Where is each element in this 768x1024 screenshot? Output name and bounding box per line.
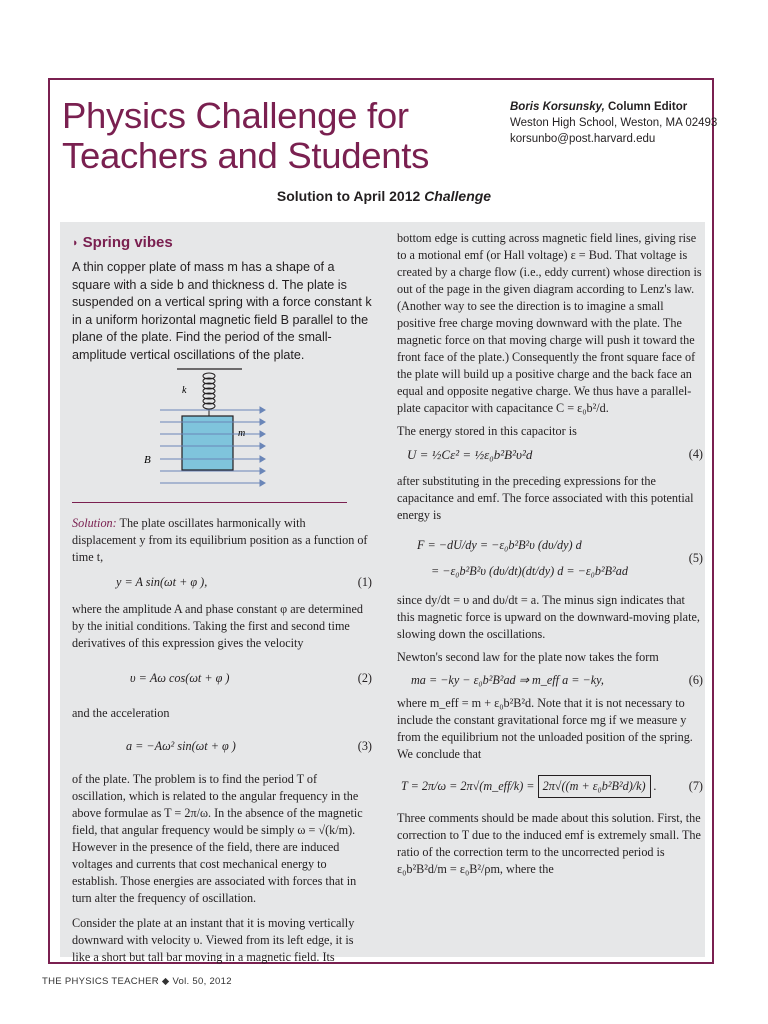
equation-line: F = −dU/dy = −ε₀b²B²υ (dυ/dy) d [417,538,582,552]
solution-paragraph: The plate oscillates harmonically with displacement y from its equilibrium position as a function of time t, [72,516,368,564]
equation-3 [72,738,372,755]
problem-title: Spring vibes [82,234,173,251]
diamond-icon: ◆ [161,976,170,987]
editor-email[interactable]: korsunbo@post.harvard.edu [510,133,656,145]
solution-paragraph: after substituting in the preceding expressions for the capacitance and emf. The force associated with this potential energy is [397,474,694,522]
equation-number: (3) [357,739,372,753]
solution-paragraph: of the plate. The problem is to find the period T of oscillation, which is related to the angular frequency in the above formulae as T = 2π/ω. In the absence of the magnetic field, that angular frequency would be simply ω = √(k/m). However in the presence of the field, there are induced voltages and currents that cost mechanical energy to establish. Those energies are associated with forces that in turn alter the frequency of oscillation. [72,772,363,905]
spring-plate-diagram [72,366,372,501]
equation-body: ma = −ky − ε₀b²B²ad ⇒ m_eff a = −ky, [411,673,604,687]
equation-4 [397,446,703,463]
equation-body: U = ½Cε² = ½ε₀b²B²υ²d [407,447,533,462]
boxed-result: 2π√((m + ε₀b²B²d)/k) [538,775,651,798]
solution-paragraph: Three comments should be made about this solution. First, the correction to T due to the induced emf is extremely small. The ratio of the correction term to the uncorrected period is ε₀b²B²d/m = ε₀B²/ρm, where the [397,811,701,876]
equation-number: (4) [688,447,703,461]
left-column [72,230,372,501]
section-subtitle [0,188,768,204]
equation-number: (1) [357,575,372,589]
solution-paragraph: where the amplitude A and phase constant φ are determined by the initial conditions. Taking the first and second time derivatives of this expression gives the velocity [72,602,363,650]
equation-7: T = 2π/ω = 2π√(m_eff/k) = 2π√((m + ε₀b²B²d)/k) . (7) [397,775,703,798]
solution-paragraph: where m_eff = m + ε₀b²B²d. Note that it is not necessary to include the constant gravitational force mg if we measure y from the equilibrium not the unloaded position of the spring. We conclude that [397,696,693,761]
equation-line: = −ε₀b²B²υ (dυ/dt)(dt/dy) d = −ε₀b²B²ad [431,564,628,578]
solution-left [72,515,372,966]
field-label: B [144,454,151,466]
solution-paragraph: since dy/dt = υ and dυ/dt = a. The minus sign indicates that this magnetic force is upward on the downward-moving plate, slowing down the oscillations. [397,593,700,641]
equation-number: (7) [688,779,703,793]
page-footer [42,976,232,987]
editor-info [510,99,717,147]
page-title [62,96,429,176]
equation-number: (5) [688,550,703,565]
diagram-svg [72,366,372,501]
equation-body: a = −Aω² sin(ωt + φ ) [126,739,236,753]
solution-paragraph: Consider the plate at an instant that it is moving vertically downward with velocity υ. Viewed from its left edge, it is like a short but tall bar moving in a magnetic field. Its [72,916,355,964]
right-column [397,230,703,878]
equation-1 [72,574,372,591]
solution-label: Solution: [72,516,117,530]
triangle-marker-icon: ◗ [72,236,79,249]
volume-info: Vol. 50, 2012 [172,976,232,987]
subtitle-italic: Challenge [424,188,492,204]
equation-number: (2) [357,671,372,685]
problem-statement: A thin copper plate of mass m has a shape of a square with a side b and thickness d. The plate is suspended on a vertical spring with a force constant k in a uniform horizontal magnetic field B parallel to the plane of the plate. Find the period of the small-amplitude vertical oscillations of the plate. [72,260,372,362]
spring-constant-label: k [182,385,187,396]
title-line-1: Physics Challenge for [62,95,409,136]
editor-name: Boris Korsunsky, [510,101,605,113]
equation-body: T = 2π/ω = 2π√(m_eff/k) = [401,779,535,793]
equation-number: (6) [688,673,703,687]
journal-name: THE PHYSICS TEACHER [42,976,159,987]
equation-body: υ = Aω cos(ωt + φ ) [130,671,230,685]
problem-heading [72,234,372,251]
equation-2 [72,670,372,687]
equation-body: y = A sin(ωt + φ ), [116,575,208,589]
editor-affiliation: Weston High School, Weston, MA 02493 [510,117,718,129]
solution-paragraph: Newton's second law for the plate now takes the form [397,650,659,664]
subtitle-prefix: Solution to April 2012 [276,188,425,204]
editor-role: Column Editor [604,101,688,113]
equation-5 [397,532,703,584]
solution-paragraph: bottom edge is cutting across magnetic field lines, giving rise to a motional emf (or Hall voltage) ε = Bυd. That voltage is created by a charge flow (i.e., eddy current) whose direction is out of the page in the given diagram according to Lenz's law. (Another way to see the direction is to imagine a small positive free charge moving downward with the plate. The magnetic force on that moving charge will push it toward the front face of the plate.) Consequently the front square face of the plate will build up a positive charge and the back face an equal and opposite negative charge. We thus have a parallel-plate capacitor with capacitance C = ε₀b²/d. [397,231,702,415]
title-line-2: Teachers and Students [62,135,430,176]
equation-6 [397,672,703,689]
mass-label: m [238,428,246,439]
solution-paragraph: and the acceleration [72,706,170,720]
solution-paragraph: The energy stored in this capacitor is [397,424,577,438]
section-divider [72,502,347,503]
